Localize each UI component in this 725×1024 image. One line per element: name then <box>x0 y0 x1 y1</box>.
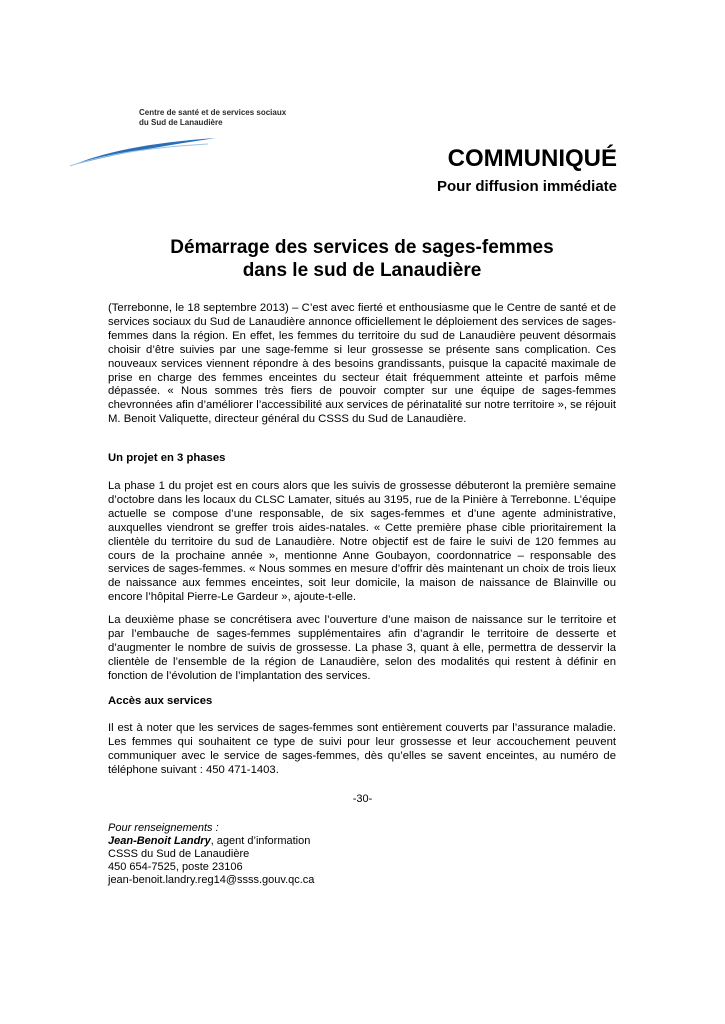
contact-name-line <box>108 835 314 848</box>
phase2-paragraph: La deuxième phase se concrétisera avec l’ouverture d’une maison de naissance sur le territoire et par l’embauche de sages-femmes supplémentaires afin d’agrandir le territoire de desserte et d’augmenter le nombre de suivis de grossesse. La phase 3, quant à elle, permettra de desservir la clientèle de l’ensemble de la région de Lanaudière, selon des modalités qui restent à définir en fonction de l’évolution de l’implantation des services. <box>108 614 616 682</box>
contact-name: Jean-Benoit Landry <box>108 835 211 847</box>
phase1-paragraph: La phase 1 du projet est en cours alors que les suivis de grossesse débuteront la première semaine d’octobre dans les locaux du CLSC Lamater, situés au 3195, rue de la Pinière à Terrebonne. L’équipe actuelle se compose d’une responsable, de six sages-femmes et d’une agente administrative, auxquelles viendront se greffer trois aides-natales. « Cette première phase cible prioritairement la clientèle du territoire du sud de Lanaudière. Notre objectif est de faire le suivi de 120 femmes au cours de la prochaine année », mentionne Anne Goubayon, coordonnatrice – responsable des services de sages-femmes. « Nous sommes en mesure d’offrir dès maintenant un choix de trois lieux de naissance aux femmes enceintes, soit leur domicile, la maison de naissance de Blainville ou encore l’hôpital Pierre-Le Gardeur », ajoute-t-elle. <box>108 480 616 604</box>
contact-role: , agent d’information <box>210 835 311 847</box>
document-type-title: COMMUNIQUÉ <box>447 145 617 172</box>
contact-phone: 450 654-7525, poste 23106 <box>108 861 243 873</box>
section-heading-phases: Un projet en 3 phases <box>108 452 226 464</box>
headline-line-2: dans le sud de Lanaudière <box>242 260 482 281</box>
access-paragraph: Il est à noter que les services de sages-femmes sont entièrement couverts par l’assurance maladie. Les femmes qui souhaitent ce type de suivi pour leur grossesse et leur accouchement peuvent communiquer avec le service de sages-femmes, dès qu’elles se savent enceintes, au numéro de téléphone suivant : 450 471-1403. <box>108 722 616 776</box>
logo-text <box>139 108 286 128</box>
contact-intro: Pour renseignements : <box>108 822 219 834</box>
logo-line-2: du Sud de Lanaudière <box>139 118 223 127</box>
intro-paragraph: (Terrebonne, le 18 septembre 2013) – C’est avec fierté et enthousiasme que le Centre de santé et de services sociaux du Sud de Lanaudière annonce officiellement le déploiement des services de sages-femmes dans la région. En effet, les femmes du territoire du sud de Lanaudière peuvent désormais choisir d’être suivies par une sage-femme si leur grossesse se présente sans complication. Ces nouveaux services viennent répondre à des besoins grandissants, puisque la capacité maximale de prise en charge des femmes enceintes du secteur était fréquemment atteinte et parfois même dépassée. « Nous sommes très fiers de pouvoir compter sur une équipe de sages-femmes chevronnées afin d’améliorer l’accessibilité aux services de périnatalité sur notre territoire », se réjouit M. Benoit Valiquette, directeur général du CSSS du Sud de Lanaudière. <box>108 302 616 426</box>
release-notice: Pour diffusion immédiate <box>436 178 617 195</box>
end-marker: -30- <box>352 793 373 805</box>
contact-block <box>108 822 314 887</box>
logo-line-1: Centre de santé et de services sociaux <box>139 108 287 117</box>
contact-org: CSSS du Sud de Lanaudière <box>108 848 250 860</box>
headline <box>108 236 616 282</box>
section-heading-access: Accès aux services <box>108 695 213 707</box>
headline-line-1: Démarrage des services de sages-femmes <box>170 237 554 258</box>
contact-email: jean-benoit.landry.reg14@ssss.gouv.qc.ca <box>108 874 315 886</box>
